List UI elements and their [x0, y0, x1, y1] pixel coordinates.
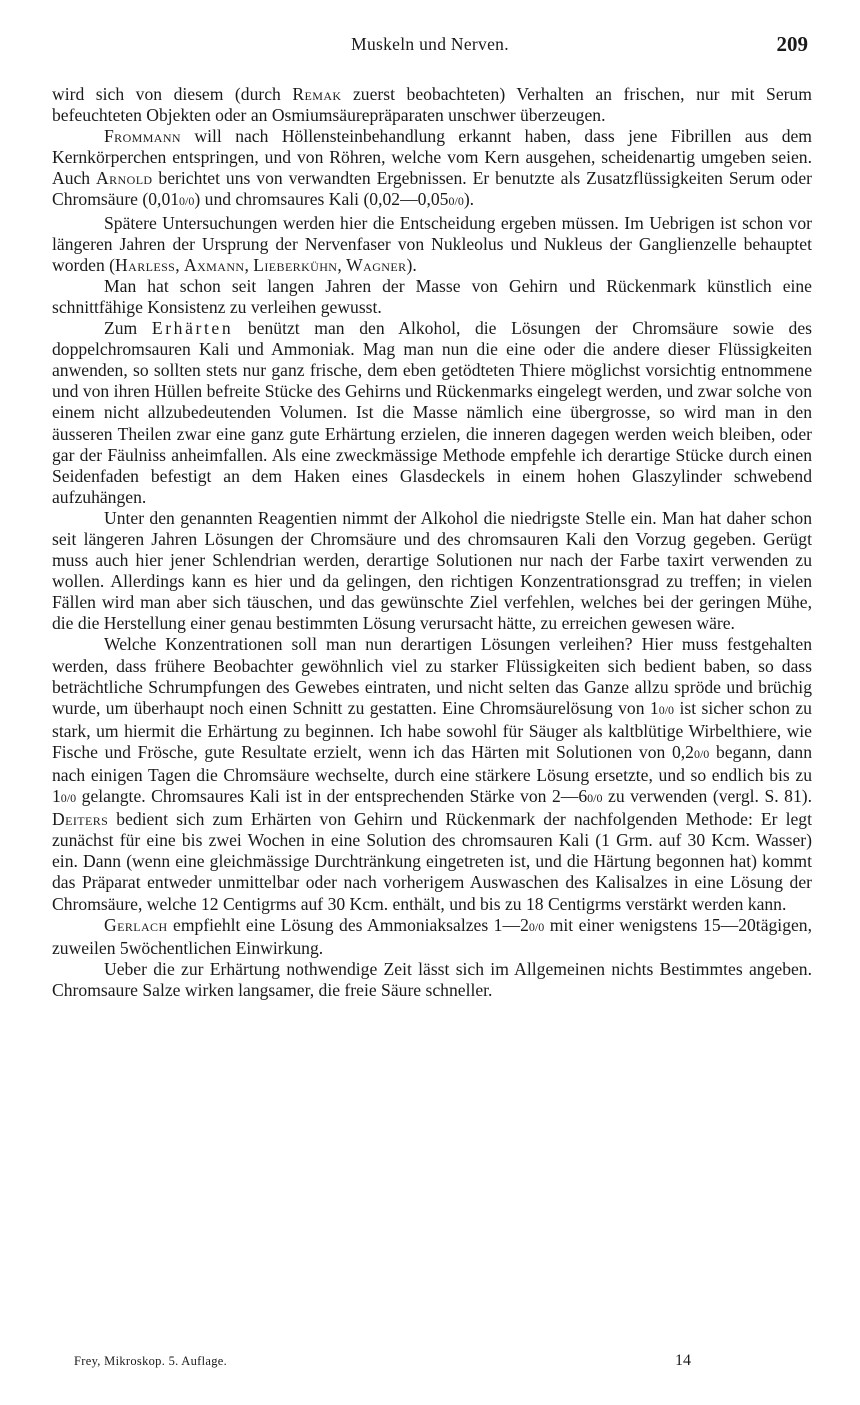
percent-sign: 0/0 [693, 746, 710, 761]
page-footer [52, 1352, 812, 1372]
author-lieberkuehn: Lieberkühn [253, 254, 338, 275]
paragraph-8: Gerlach empfiehlt eine Lösung des Ammoniaksalzes 1—20/0 mit einer wenigstens 15—20tägigen, zuweilen 5wöchentlichen Einwirkung. [52, 914, 812, 958]
paragraph-6: Unter den genannten Reagentien nimmt der Alkohol die niedrigste Stelle ein. Man hat daher schon seit längeren Jahren Lösungen der Chromsäure und des chromsauren Kali den Vorzug gegeben. Gerügt muss auch hier jener Schlendrian werden, derartige Solutionen nur nach der Farbe taxirt verwenden zu wollen. Allerdings kann es hier und da gelingen, den richtigen Konzentrationsgrad zu treffen; in vielen Fällen wird man aber sich täuschen, und das gewünschte Ziel verfehlen, welches bei der geringen Mühe, die die Herstellung einer genau bestimmten Lösung verursacht hätte, zu erreichen gewesen wäre. [52, 507, 812, 634]
running-head [0, 32, 860, 58]
author-harless: Harless [115, 254, 176, 275]
paragraph-7: Welche Konzentrationen soll man nun derartigen Lösungen verleihen? Hier muss festgehalten werden, dass frühere Beobachter gewöhnlich viel zu starker Flüssigkeiten sich bedient baben, so dass beträchtliche Schrumpfungen des Gewebes eintraten, und nicht selten das Ganze allzu spröde und brüchig wurde, um überhaupt noch einen Schnitt zu gestatten. Eine Chromsäurelösung von 10/0 ist sicher schon zu stark, um hiermit die Erhärtung zu beginnen. Ich habe sowohl für Säuger als kaltblütige Wirbelthiere, wie Fische und Frösche, gute Resultate erzielt, wenn ich das Härten mit Solutionen von 0,20/0 begann, dann nach einigen Tagen die Chromsäure wechselte, durch eine stärkere Lösung ersetzte, und so endlich bis zu 10/0 gelangte. Chromsaures Kali ist in der entsprechenden Stärke von 2—60/0 zu verwenden (vergl. S. 81). Deiters bedient sich zum Erhärten von Gehirn und Rückenmark der nachfolgenden Methode: Er legt zunächst für eine bis zwei Wochen in eine Solution des chromsauren Kali (1 Grm. auf 30 Kcm. Wasser) ein. Dann (wenn eine gleichmässige Durchtränkung eingetreten ist, und die Härtung begonnen hat) kommt das Präparat entweder unmittelbar oder nach vorherigem Auswaschen des Kalisalzes in eine Lösung der Chromsäure, welche 12 Centigrms auf 30 Kcm. enthält, und bis zu 18 Centigrms verstärkt werden kann. [52, 634, 812, 914]
author-deiters: Deiters [52, 809, 109, 830]
percent-sign: 0/0 [179, 194, 195, 209]
author-axmann: Axmann [184, 254, 245, 275]
percent-sign: 0/0 [448, 194, 464, 209]
percent-sign: 0/0 [528, 919, 545, 934]
paragraph-4: Man hat schon seit langen Jahren der Masse von Gehirn und Rückenmark künstlich eine schnittfähige Konsistenz zu verleihen gewusst. [52, 275, 812, 317]
author-frommann: Frommann [104, 126, 181, 147]
author-remak: Remak [292, 84, 342, 104]
emphasis-erhaerten: Erhärten [151, 318, 234, 339]
percent-sign: 0/0 [60, 791, 77, 806]
author-wagner: Wagner [346, 254, 407, 275]
body-text [52, 84, 812, 1001]
signature-mark: 14 [675, 1352, 691, 1369]
paragraph-3: Spätere Untersuchungen werden hier die Entscheidung ergeben müssen. Im Uebrigen ist schon vor längeren Jahren der Ursprung der Nervenfaser von Nukleolus und Nukleus der Ganglienzelle behauptet worden (Harless, Axmann, Lieberkühn, Wagner). [52, 212, 812, 275]
running-title: Muskeln und Nerven. [351, 34, 509, 54]
footer-imprint: Frey, Mikroskop. 5. Auflage. [74, 1354, 228, 1368]
percent-sign: 0/0 [587, 791, 603, 806]
paragraph-1: wird sich von diesem (durch Remak zuerst beobachteten) Verhalten an frischen, nur mit Serum befeuchteten Objekten oder an Osmiumsäurepräparaten unschwer überzeugen. [52, 84, 812, 126]
paragraph-5: Zum Erhärten benützt man den Alkohol, die Lösungen der Chromsäure sowie des doppelchromsauren Kali und Ammoniak. Mag man nun die eine oder die andere dieser Flüssigkeiten anwenden, so sollten stets nur ganz frische, dem eben getödteten Thiere möglichst vorsichtig entnommene und von ihren Hüllen befreite Stücke des Gehirns und Rückenmarks eingelegt werden, und zwar solche von einem nicht allzubedeutenden Volumen. Ist die Masse nämlich eine übergrosse, so wird man in den äusseren Theilen zwar eine ganz gute Erhärtung erzielen, die inneren dagegen werden weich bleiben, oder gar der Fäulniss anheimfallen. Als eine zweckmässige Methode empfehle ich derartige Stücke durch einen Seidenfaden befestigt an dem Haken eines Glasdeckels in einem hohen Glaszylinder schwebend aufzuhängen. [52, 318, 812, 507]
page-number: 209 [776, 32, 808, 56]
paragraph-2: Frommann will nach Höllensteinbehandlung erkannt haben, dass jene Fibrillen aus dem Kernkörperchen entspringen, und von Röhren, welche vom Kern ausgehen, scheidenartig umgeben seien. Auch Arnold berichtet uns von verwandten Ergebnissen. Er benutzte als Zusatzflüssigkeiten Serum oder Chromsäure (0,010/0) und chromsaures Kali (0,02—0,050/0). [52, 126, 812, 210]
percent-sign: 0/0 [658, 702, 675, 717]
author-gerlach: Gerlach [104, 914, 168, 935]
paragraph-9: Ueber die zur Erhärtung nothwendige Zeit lässt sich im Allgemeinen nichts Bestimmtes angeben. Chromsaure Salze wirken langsamer, die freie Säure schneller. [52, 958, 812, 1000]
author-arnold: Arnold [96, 168, 153, 189]
